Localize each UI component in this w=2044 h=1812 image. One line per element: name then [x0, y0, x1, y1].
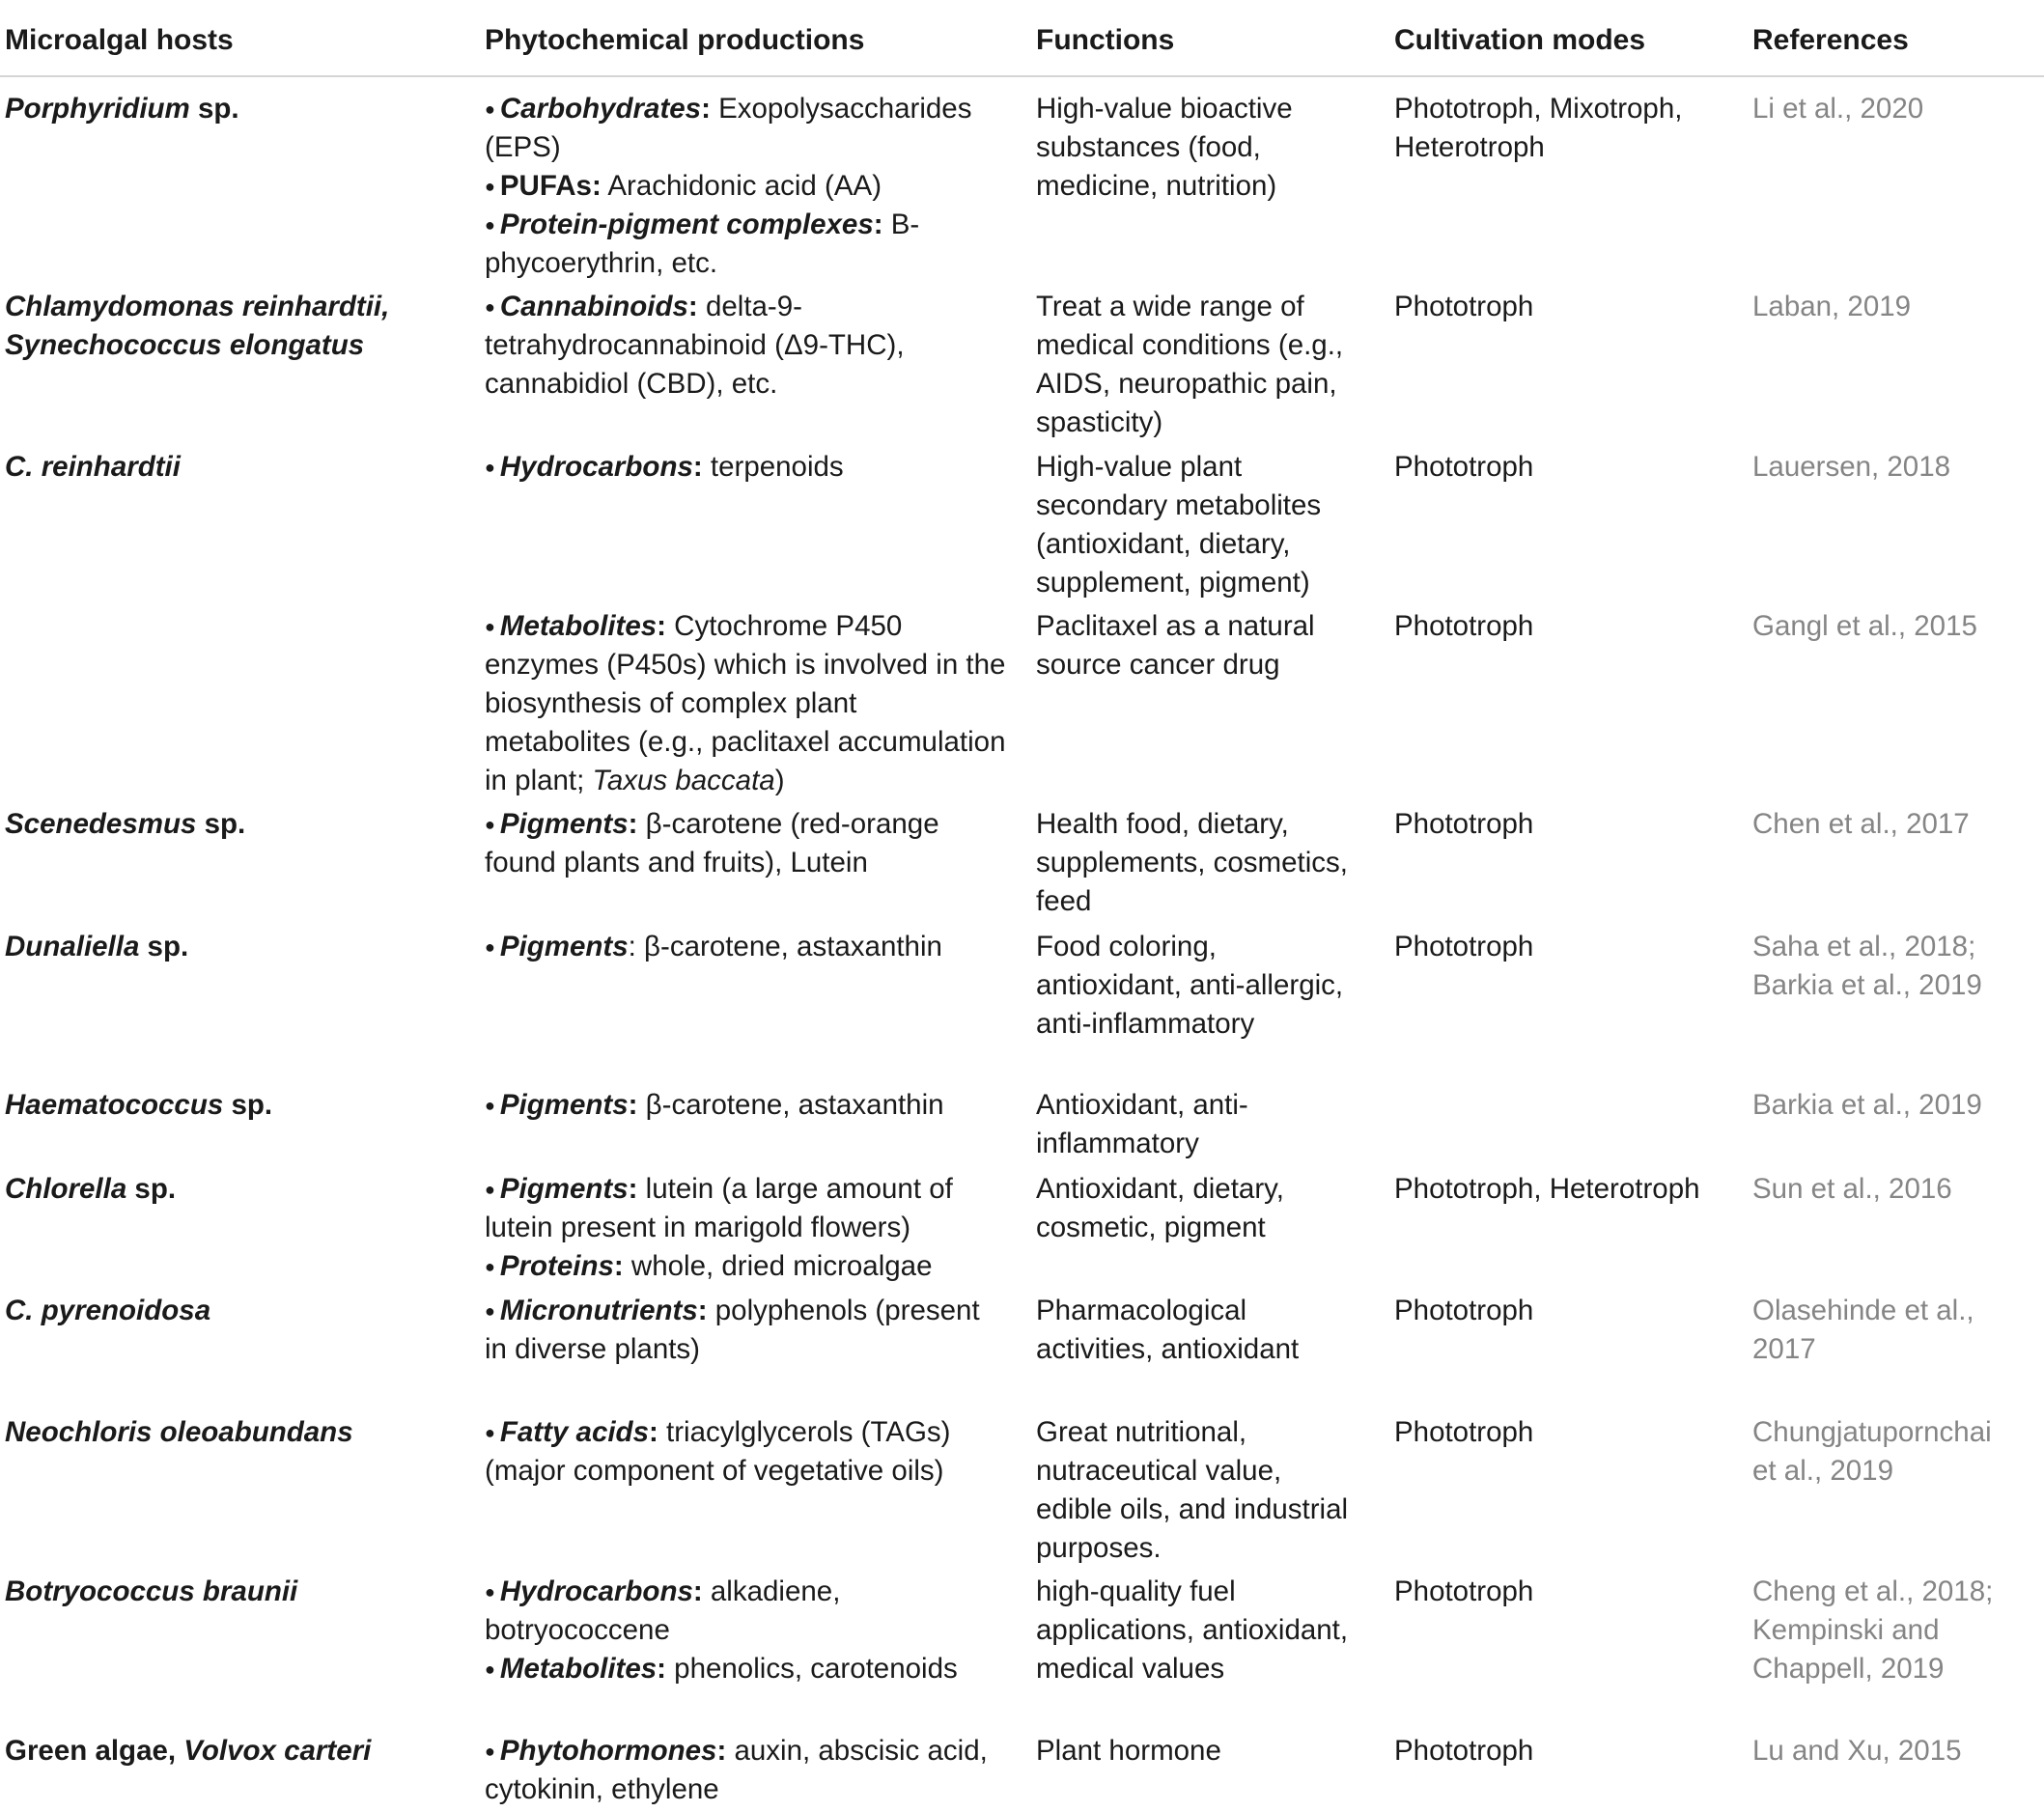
- compound-detail: β-carotene, astaxanthin: [637, 1089, 944, 1121]
- header-microalgal-hosts: Microalgal hosts: [5, 24, 234, 56]
- compound-detail: auxin, abscisic acid, cytokinin, ethylene: [485, 1735, 988, 1805]
- production-cell: [485, 448, 1006, 487]
- colon-separator: :: [591, 170, 602, 202]
- production-item: [485, 1247, 1006, 1286]
- header-references: References: [1752, 24, 1909, 56]
- compound-class: Pigments: [499, 931, 629, 962]
- bullet-icon: ●: [485, 1180, 495, 1199]
- colon-separator: :: [701, 93, 711, 125]
- functions-cell: Great nutritional, nutraceutical value, edible oils, and industrial purposes.: [1036, 1416, 1349, 1564]
- compound-detail: β-carotene, astaxanthin: [635, 931, 942, 962]
- reference-cell: [1752, 1732, 2042, 1770]
- host-name-part: Neochloris oleoabundans: [5, 1416, 353, 1448]
- reference-line: Cheng et al., 2018;: [1752, 1575, 1994, 1607]
- compound-detail: Arachidonic acid (AA): [601, 170, 882, 202]
- production-item: [485, 1732, 1006, 1809]
- production-cell: [485, 607, 1006, 800]
- reference-line: Sun et al., 2016: [1752, 1173, 1952, 1205]
- production-cell: [485, 1413, 1006, 1491]
- host-name-part: C. pyrenoidosa: [5, 1295, 211, 1326]
- functions-cell: Plant hormone: [1036, 1735, 1221, 1767]
- cultivation-mode-cell: Phototroph: [1394, 931, 1534, 962]
- compound-detail: whole, dried microalgae: [623, 1250, 933, 1282]
- reference-cell: [1752, 1086, 2042, 1125]
- reference-line: Li et al., 2020: [1752, 93, 1924, 125]
- host-name-part: Haematococcus: [5, 1089, 224, 1121]
- production-item: [485, 1170, 1006, 1247]
- compound-class: Metabolites: [499, 1653, 658, 1685]
- colon-separator: :: [692, 1575, 703, 1607]
- production-cell: [485, 928, 1006, 966]
- compound-class: Hydrocarbons: [499, 1575, 693, 1607]
- host-cell: [5, 1573, 468, 1611]
- table-header: [0, 0, 2044, 77]
- production-item: [485, 167, 1006, 206]
- cultivation-mode-cell: Phototroph, Heterotroph: [1394, 1173, 1700, 1205]
- closing-paren: ): [774, 765, 785, 796]
- functions-cell: Pharmacological activities, antioxidant: [1036, 1295, 1300, 1365]
- bullet-icon: ●: [485, 937, 495, 957]
- reference-line: Olasehinde et al., 2017: [1752, 1295, 1974, 1365]
- compound-detail: Cytochrome P450 enzymes (P450s) which is involved in the biosynthesis of complex plant metabolites (e.g., paclitaxel accumulation in plant;: [485, 610, 1006, 796]
- production-cell: [485, 805, 1006, 882]
- bullet-icon: ●: [485, 1257, 495, 1276]
- host-name-part: Porphyridium: [5, 93, 190, 125]
- production-item: [485, 805, 1006, 882]
- reference-cell: [1752, 90, 2042, 128]
- production-item: [485, 90, 1006, 167]
- colon-separator: :: [697, 1295, 708, 1326]
- host-name-part: Botryococcus braunii: [5, 1575, 298, 1607]
- host-name-part: sp.: [189, 93, 239, 125]
- reference-cell: [1752, 1413, 2042, 1491]
- reference-line: Gangl et al., 2015: [1752, 610, 1977, 642]
- cultivation-mode-cell: Phototroph: [1394, 451, 1534, 483]
- production-cell: [485, 1732, 1006, 1809]
- host-cell: [5, 928, 468, 966]
- reference-cell: [1752, 1170, 2042, 1209]
- host-cell: [5, 448, 468, 487]
- compound-class: Hydrocarbons: [499, 451, 693, 483]
- compound-detail: B-phycoerythrin, etc.: [485, 209, 920, 279]
- production-item: [485, 1573, 1006, 1650]
- compound-class: Micronutrients: [499, 1295, 698, 1326]
- host-name-part: Scenedesmus: [5, 808, 197, 840]
- compound-class: Fatty acids: [499, 1416, 649, 1448]
- functions-cell: High-value bioactive substances (food, medicine, nutrition): [1036, 93, 1293, 202]
- reference-cell: [1752, 448, 2042, 487]
- compound-detail: alkadiene, botryococcene: [485, 1575, 841, 1646]
- bullet-icon: ●: [485, 1582, 495, 1602]
- production-item: [485, 607, 1006, 800]
- compound-detail: delta-9-tetrahydrocannabinoid (Δ9-THC), cannabidiol (CBD), etc.: [485, 291, 905, 400]
- bullet-icon: ●: [485, 99, 495, 119]
- host-name-part: Green algae,: [5, 1735, 184, 1767]
- production-cell: [485, 90, 1006, 283]
- cultivation-mode-cell: Phototroph: [1394, 1735, 1534, 1767]
- reference-line: Chungjatupornchai: [1752, 1416, 1992, 1448]
- header-functions: Functions: [1036, 24, 1175, 56]
- compound-class: Pigments: [499, 1089, 629, 1121]
- bullet-icon: ●: [485, 617, 495, 636]
- header-cultivation-modes: Cultivation modes: [1394, 24, 1646, 56]
- bullet-icon: ●: [485, 1301, 495, 1321]
- host-cell: [5, 1170, 468, 1209]
- compound-detail: triacylglycerols (TAGs) (major component of vegetative oils): [485, 1416, 951, 1487]
- host-cell: [5, 90, 468, 128]
- production-item: [485, 1413, 1006, 1491]
- compound-detail: phenolics, carotenoids: [665, 1653, 958, 1685]
- colon-separator: :: [873, 209, 883, 240]
- reference-cell: [1752, 805, 2042, 844]
- functions-cell: Paclitaxel as a natural source cancer drug: [1036, 610, 1315, 681]
- reference-line: Barkia et al., 2019: [1752, 1089, 1982, 1121]
- header-phytochemical-productions: Phytochemical productions: [485, 24, 865, 56]
- compound-class: PUFAs: [499, 170, 592, 202]
- production-item: [485, 928, 1006, 966]
- bullet-icon: ●: [485, 458, 495, 477]
- functions-cell: Food coloring, antioxidant, anti-allergic, anti-inflammatory: [1036, 931, 1344, 1040]
- compound-class: Carbohydrates: [499, 93, 702, 125]
- reference-line: Laban, 2019: [1752, 291, 1912, 322]
- cultivation-mode-cell: Phototroph: [1394, 291, 1534, 322]
- host-cell: [5, 288, 468, 365]
- host-name-part: Dunaliella: [5, 931, 140, 962]
- production-cell: [485, 1086, 1006, 1125]
- compound-class: Pigments: [499, 1173, 629, 1205]
- bullet-icon: ●: [485, 297, 495, 317]
- production-item: [485, 206, 1006, 283]
- reference-line: et al., 2019: [1752, 1455, 1893, 1487]
- colon-separator: :: [692, 451, 703, 483]
- host-cell: [5, 1086, 468, 1125]
- production-cell: [485, 288, 1006, 404]
- compound-class: Metabolites: [499, 610, 658, 642]
- production-cell: [485, 1292, 1006, 1369]
- colon-separator: :: [628, 931, 636, 962]
- host-name-part: C. reinhardtii: [5, 451, 181, 483]
- host-cell: [5, 805, 468, 844]
- cultivation-mode-cell: Phototroph, Mixotroph, Heterotroph: [1394, 93, 1683, 163]
- production-item: [485, 1292, 1006, 1369]
- production-cell: [485, 1170, 1006, 1286]
- bullet-icon: ●: [485, 815, 495, 834]
- reference-line: Barkia et al., 2019: [1752, 969, 1982, 1001]
- reference-line: Chen et al., 2017: [1752, 808, 1970, 840]
- functions-cell: Health food, dietary, supplements, cosmetics, feed: [1036, 808, 1348, 917]
- host-name-part: Volvox carteri: [183, 1735, 372, 1767]
- compound-detail: β-carotene (red-orange found plants and fruits), Lutein: [485, 808, 939, 878]
- compound-detail: Exopolysaccharides (EPS): [485, 93, 972, 163]
- colon-separator: :: [613, 1250, 624, 1282]
- host-name-part: Chlamydomonas reinhardtii, Synechococcus elongatus: [5, 291, 390, 361]
- host-name-part: sp.: [223, 1089, 273, 1121]
- production-item: [485, 288, 1006, 404]
- production-item: [485, 1650, 1006, 1688]
- production-item: [485, 448, 1006, 487]
- host-name-part: sp.: [139, 931, 189, 962]
- reference-cell: [1752, 607, 2042, 646]
- reference-cell: [1752, 1292, 2042, 1369]
- reference-line: Saha et al., 2018;: [1752, 931, 1976, 962]
- functions-cell: Antioxidant, anti-inflammatory: [1036, 1089, 1248, 1159]
- bullet-icon: ●: [485, 177, 495, 196]
- host-cell: [5, 1732, 468, 1770]
- functions-cell: High-value plant secondary metabolites (antioxidant, dietary, supplement, pigment): [1036, 451, 1322, 599]
- compound-class: Proteins: [499, 1250, 614, 1282]
- reference-line: Lu and Xu, 2015: [1752, 1735, 1962, 1767]
- colon-separator: :: [657, 1653, 666, 1685]
- colon-separator: :: [687, 291, 698, 322]
- compound-detail: terpenoids: [702, 451, 844, 483]
- cultivation-mode-cell: Phototroph: [1394, 1295, 1534, 1326]
- colon-separator: :: [716, 1735, 727, 1767]
- colon-separator: :: [649, 1416, 658, 1448]
- reference-line: Chappell, 2019: [1752, 1653, 1945, 1685]
- cultivation-mode-cell: Phototroph: [1394, 808, 1534, 840]
- species-name: Taxus baccata: [592, 765, 775, 796]
- functions-cell: Antioxidant, dietary, cosmetic, pigment: [1036, 1173, 1284, 1243]
- reference-cell: [1752, 1573, 2042, 1688]
- compound-class: Cannabinoids: [499, 291, 688, 322]
- bullet-icon: ●: [485, 1742, 495, 1761]
- compound-detail: lutein (a large amount of lutein present in marigold flowers): [485, 1173, 953, 1243]
- host-name-part: Chlorella: [5, 1173, 127, 1205]
- cultivation-mode-cell: Phototroph: [1394, 610, 1534, 642]
- compound-class: Phytohormones: [499, 1735, 717, 1767]
- colon-separator: :: [657, 610, 666, 642]
- reference-cell: [1752, 928, 2042, 1005]
- host-cell: [5, 1413, 468, 1452]
- colon-separator: :: [628, 1173, 638, 1205]
- colon-separator: :: [628, 808, 638, 840]
- production-cell: [485, 1573, 1006, 1688]
- functions-cell: Treat a wide range of medical conditions (e.g., AIDS, neuropathic pain, spasticity): [1036, 291, 1344, 438]
- compound-class: Protein-pigment complexes: [499, 209, 874, 240]
- compound-detail: polyphenols (present in diverse plants): [485, 1295, 980, 1365]
- bullet-icon: ●: [485, 1659, 495, 1679]
- cultivation-mode-cell: Phototroph: [1394, 1575, 1534, 1607]
- compound-class: Pigments: [499, 808, 629, 840]
- cultivation-mode-cell: Phototroph: [1394, 1416, 1534, 1448]
- host-name-part: sp.: [126, 1173, 177, 1205]
- production-item: [485, 1086, 1006, 1125]
- bullet-icon: ●: [485, 1423, 495, 1442]
- host-cell: [5, 1292, 468, 1330]
- functions-cell: high-quality fuel applications, antioxidant, medical values: [1036, 1575, 1349, 1685]
- bullet-icon: ●: [485, 1096, 495, 1115]
- host-name-part: sp.: [196, 808, 246, 840]
- reference-cell: [1752, 288, 2042, 326]
- bullet-icon: ●: [485, 215, 495, 235]
- reference-line: Lauersen, 2018: [1752, 451, 1951, 483]
- colon-separator: :: [628, 1089, 638, 1121]
- reference-line: Kempinski and: [1752, 1614, 1940, 1646]
